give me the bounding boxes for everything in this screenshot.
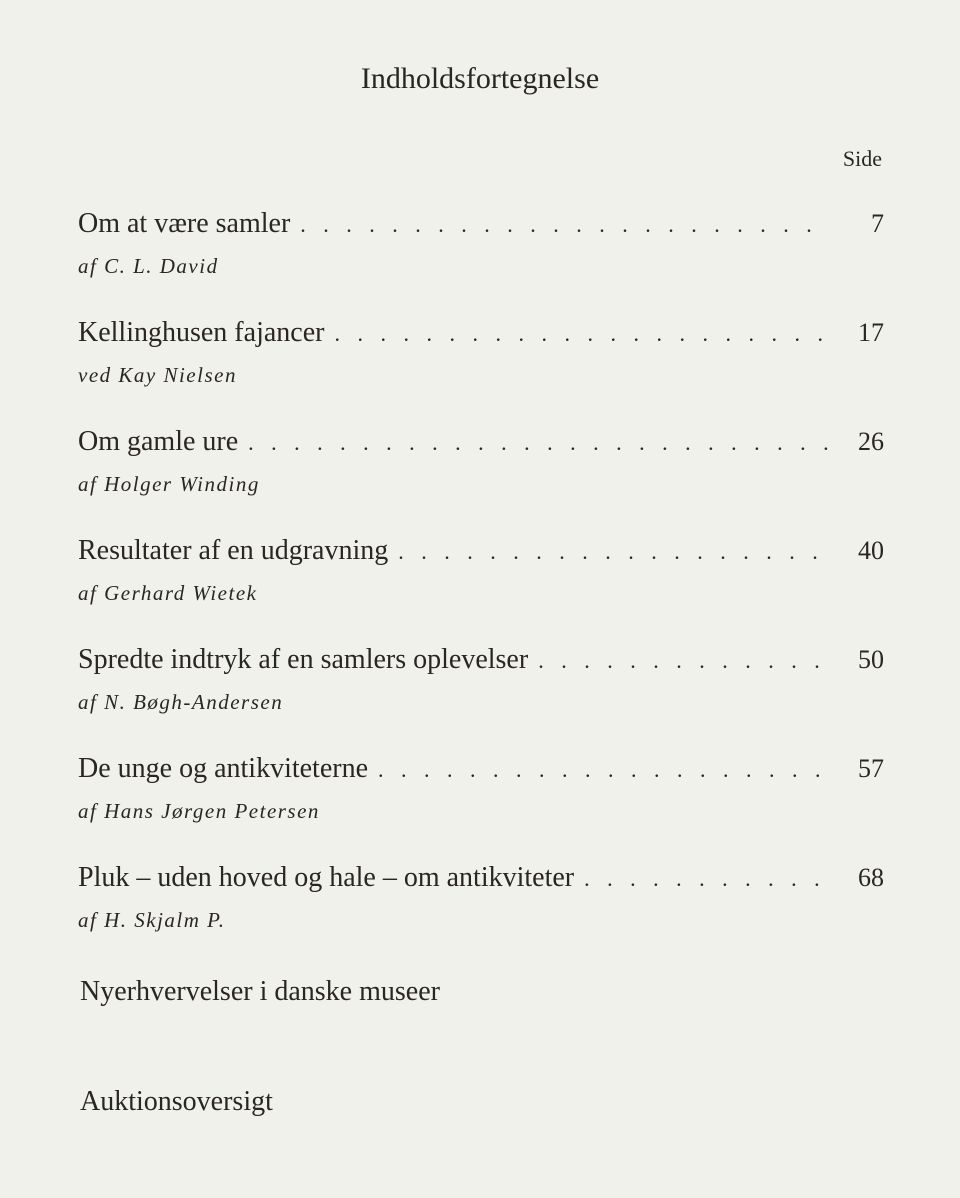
page-title: Indholdsfortegnelse xyxy=(360,62,600,95)
dot-leader xyxy=(398,539,828,565)
entry-title: Om gamle ure xyxy=(78,426,239,457)
dot-leader xyxy=(248,430,828,456)
entry-title: Spredte indtryk af en samlers oplevelser xyxy=(78,644,529,675)
toc-entry[interactable] xyxy=(78,535,884,606)
page-column-label: Side xyxy=(842,146,882,171)
toc-entry[interactable] xyxy=(78,753,884,824)
entry-title: Resultater af en udgravning xyxy=(78,535,389,566)
toc-entry[interactable] xyxy=(78,862,884,933)
entry-page: 7 xyxy=(871,209,884,238)
entry-page: 17 xyxy=(858,318,884,347)
dot-leader xyxy=(334,321,828,347)
dot-leader xyxy=(538,648,828,674)
entry-page: 40 xyxy=(858,536,884,565)
entry-page: 50 xyxy=(858,645,884,674)
section-auction-overview[interactable]: Auktionsoversigt xyxy=(80,1086,273,1117)
toc-entry[interactable] xyxy=(78,644,884,715)
entry-author: af Holger Winding xyxy=(78,472,260,496)
section-new-acquisitions[interactable]: Nyerhvervelser i danske museer xyxy=(80,976,440,1007)
toc-entry[interactable] xyxy=(78,208,884,279)
toc-entry[interactable] xyxy=(78,426,884,497)
entry-author: ved Kay Nielsen xyxy=(78,363,237,387)
entry-author: af N. Bøgh-Andersen xyxy=(78,690,284,714)
toc-entry[interactable] xyxy=(78,317,884,388)
entry-author: af Hans Jørgen Petersen xyxy=(78,799,320,823)
dot-leader xyxy=(378,757,828,783)
entry-title: De unge og antikviteterne xyxy=(78,753,369,784)
entry-author: af H. Skjalm P. xyxy=(78,908,226,932)
entry-title: Pluk – uden hoved og hale – om antikviteter xyxy=(78,862,575,893)
entry-page: 57 xyxy=(858,754,884,783)
entry-title: Om at være samler xyxy=(78,208,291,239)
entry-title: Kellinghusen fajancer xyxy=(78,317,325,348)
entry-page: 26 xyxy=(858,427,884,456)
entry-author: af Gerhard Wietek xyxy=(78,581,258,605)
entry-author: af C. L. David xyxy=(78,254,219,278)
dot-leader xyxy=(584,866,828,892)
entry-page: 68 xyxy=(858,863,884,892)
dot-leader xyxy=(300,212,828,238)
